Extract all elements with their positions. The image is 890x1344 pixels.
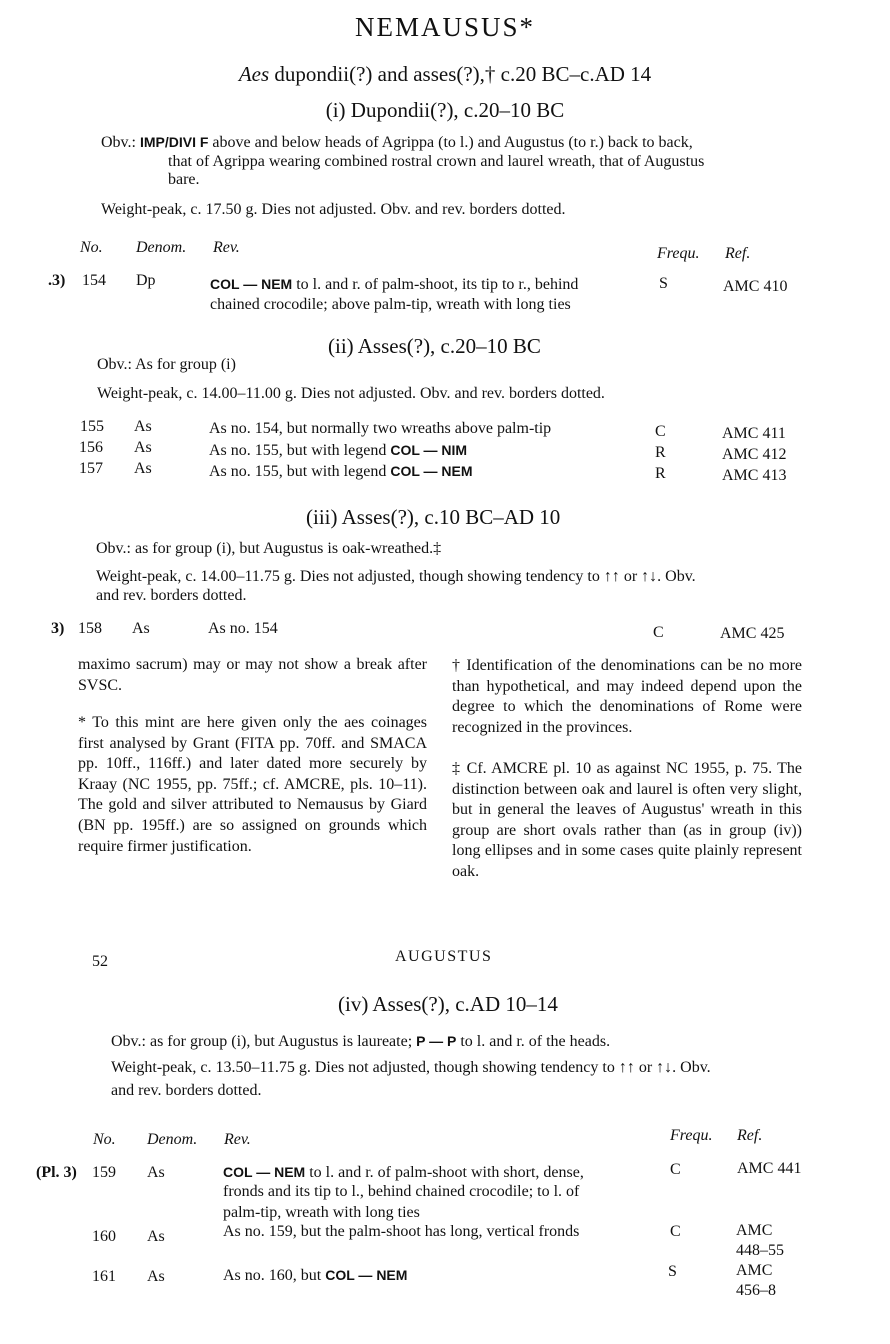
plate-ref: (Pl. 3) (36, 1164, 77, 1181)
group2-weight: Weight-peak, c. 14.00–11.00 g. Dies not adjusted. Obv. and rev. borders dotted. (97, 385, 605, 402)
group1-weight: Weight-peak, c. 17.50 g. Dies not adjusted. Obv. and rev. borders dotted. (101, 201, 566, 218)
page-title: NEMAUSUS* (354, 12, 536, 42)
row-154-rev-line2: chained crocodile; above palm-tip, wreath with long ties (210, 296, 571, 313)
row-155-no: 155 (80, 418, 104, 435)
group3-weight: Weight-peak, c. 14.00–11.75 g. Dies not adjusted, though showing tendency to ↑↑ or ↑↓. Obv. (96, 568, 696, 585)
col-denom: Denom. (136, 239, 187, 256)
row-159-rev: COL — NEM to l. and r. of palm-shoot with short, dense, (223, 1164, 584, 1181)
section-subtitle: Aes dupondii(?) and asses(?),† c.20 BC–c.AD 14 (238, 62, 652, 86)
row-161-frequ: S (668, 1263, 677, 1280)
group4-weight-line2: and rev. borders dotted. (111, 1082, 262, 1099)
col-denom: Denom. (147, 1131, 198, 1148)
group1-obverse: Obv.: IMP/DIVI F above and below heads of Agrippa (to l.) and Augustus (to r.) back to back, (101, 134, 693, 151)
row-160-frequ: C (670, 1223, 681, 1240)
row-158-ref: AMC 425 (720, 625, 785, 642)
col-no: No. (93, 1131, 116, 1148)
row-157-ref: AMC 413 (722, 467, 787, 484)
row-157-denom: As (134, 460, 152, 477)
group2-obverse: Obv.: As for group (i) (97, 356, 236, 373)
row-156-denom: As (134, 439, 152, 456)
footnote-right-1: † Identification of the denominations can be no more than hypothetical, and may indeed depend upon the degree to which the denominations of Rome were recognized in the provinces. (452, 657, 802, 736)
plate-ref: .3) (48, 272, 66, 289)
row-160-denom: As (147, 1228, 165, 1245)
row-160-ref-line2: 448–55 (736, 1242, 784, 1259)
row-159-frequ: C (670, 1161, 681, 1178)
row-159-no: 159 (92, 1164, 116, 1181)
row-157-frequ: R (655, 465, 666, 482)
row-161-denom: As (147, 1268, 165, 1285)
group3-obverse: Obv.: as for group (i), but Augustus is oak-wreathed.‡ (96, 540, 442, 557)
row-160-no: 160 (92, 1228, 116, 1245)
group1-heading: (i) Dupondii(?), c.20–10 BC (325, 98, 565, 122)
group1-obverse-line3: bare. (168, 171, 200, 188)
row-160-ref: AMC (736, 1222, 773, 1239)
row-154-denom: Dp (136, 272, 156, 289)
row-155-frequ: C (655, 423, 666, 440)
col-rev: Rev. (213, 239, 240, 256)
row-159-rev-line2: fronds and its tip to l., behind chained crocodile; to l. of (223, 1183, 580, 1200)
group2-heading: (ii) Asses(?), c.20–10 BC (328, 334, 541, 358)
row-159-denom: As (147, 1164, 165, 1181)
row-154-no: 154 (82, 272, 106, 289)
row-158-frequ: C (653, 624, 664, 641)
row-158-rev: As no. 154 (208, 620, 278, 637)
footnote-right-2: ‡ Cf. AMCRE pl. 10 as against NC 1955, p. 75. The distinction between oak and laurel is often very slight, but in general the leaves of Augustus' wreath in this group are short ovals rather than (as in group (iv)) long ellipses and in some cases quite plainly represent oak. (452, 760, 802, 880)
group4-obverse: Obv.: as for group (i), but Augustus is laureate; P — P to l. and r. of the heads. (111, 1033, 611, 1050)
footnote-left-1: maximo sacrum) may or may not show a break after SVSC. (78, 656, 427, 694)
footnote-left-2: * To this mint are here given only the aes coinages first analysed by Grant (FITA pp. 70ff. and SMACA pp. 10ff., 116ff.) and later dated more securely by Kraay (NC 1955, pp. 75ff.; cf. AMCRE, pls. 10–11). The gold and silver attributed to Nemausus by Giard (BN pp. 195ff.) are so assigned on grounds which require firmer justification. (78, 714, 427, 855)
row-155-denom: As (134, 418, 152, 435)
page-number: 52 (92, 953, 108, 970)
row-154-rev: COL — NEM to l. and r. of palm-shoot, its tip to r., behind (210, 276, 579, 293)
col-ref: Ref. (725, 245, 751, 262)
row-154-ref: AMC 410 (723, 278, 788, 295)
row-160-rev: As no. 159, but the palm-shoot has long, vertical fronds (223, 1223, 580, 1240)
group4-weight: Weight-peak, c. 13.50–11.75 g. Dies not adjusted, though showing tendency to ↑↑ or ↑↓. Obv. (111, 1059, 711, 1076)
row-161-rev: As no. 160, but COL — NEM (223, 1267, 408, 1284)
row-159-ref: AMC 441 (737, 1160, 802, 1177)
row-158-denom: As (132, 620, 150, 637)
row-156-ref: AMC 412 (722, 446, 787, 463)
group3-heading: (iii) Asses(?), c.10 BC–AD 10 (306, 505, 561, 529)
row-156-frequ: R (655, 444, 666, 461)
row-161-no: 161 (92, 1268, 116, 1285)
col-frequ: Frequ. (657, 245, 700, 262)
row-159-rev-line3: palm-tip, wreath with long ties (223, 1204, 420, 1221)
col-frequ: Frequ. (670, 1127, 713, 1144)
group1-obverse-line2: that of Agrippa wearing combined rostral crown and laurel wreath, that of Augustus (168, 153, 705, 170)
row-156-no: 156 (79, 439, 103, 456)
row-154-frequ: S (659, 275, 668, 292)
group3-weight-line2: and rev. borders dotted. (96, 587, 247, 604)
row-158-no: 158 (78, 620, 102, 637)
row-155-rev: As no. 154, but normally two wreaths above palm-tip (209, 420, 552, 437)
row-156-rev: As no. 155, but with legend COL — NIM (209, 442, 468, 459)
row-161-ref: AMC (736, 1262, 773, 1279)
col-rev: Rev. (224, 1131, 251, 1148)
row-161-ref-line2: 456–8 (736, 1282, 776, 1299)
col-ref: Ref. (737, 1127, 763, 1144)
col-no: No. (80, 239, 103, 256)
group4-heading: (iv) Asses(?), c.AD 10–14 (338, 992, 558, 1016)
row-157-no: 157 (79, 460, 103, 477)
row-157-rev: As no. 155, but with legend COL — NEM (209, 463, 473, 480)
plate-ref: 3) (51, 620, 65, 637)
running-head: AUGUSTUS (395, 948, 493, 965)
row-155-ref: AMC 411 (722, 425, 786, 442)
